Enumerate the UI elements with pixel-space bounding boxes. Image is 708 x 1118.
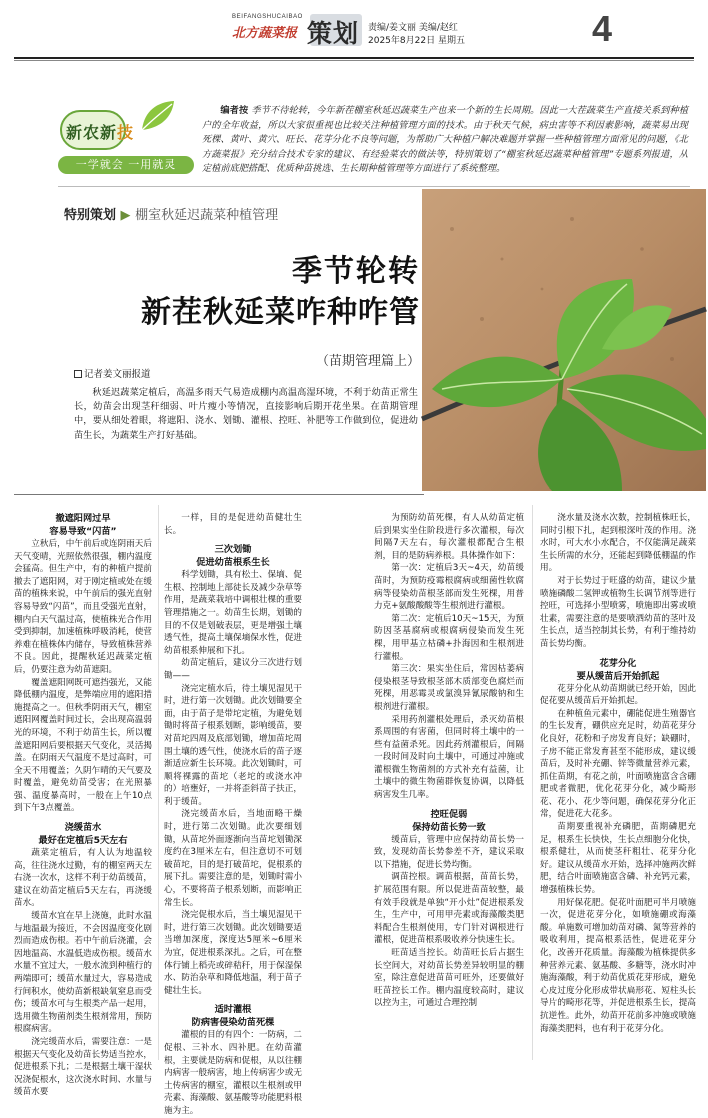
column-logo: [58, 98, 194, 178]
section-heading: 撤遮阳网过早: [55, 513, 111, 524]
body-paragraph: 苗期要重视补充磷肥，苗期磷肥充足，根系生长快快，生长点细胞分化快，根系健壮，从而使茎秆粗壮、花芽分化好。建议从缓苗水开始，选择冲施两次鲜肥，结合叶面喷施富含磷、补充钙元素，增强植株长势。: [540, 822, 696, 896]
body-paragraph: 花芽分化从幼苗期就已经开始，因此促花要从缓苗后开始抓起。: [540, 683, 696, 707]
editor-note: [202, 104, 688, 177]
body-paragraph: 第三次：果实坐住后，常因枯萎病侵染根茎导致根茎部木质部变色腐烂而死棵，用恶霉灵或氯溴异氰尿酸钠和生根剂进行灌根。: [374, 664, 524, 712]
body-paragraph: 立秋后，中午前后或连阴雨天后天气变晴，光照依然很强，棚内温度会猛高。但生产中，有的种植户提前撤去了遮阳网，对于刚定植或处在缓苗的植株来说，中午前后的强光直射容易导致“闪苗”，而且受强光直射，棚内白天气温过高，使植株光合作用受到抑制，加速植株呼吸消耗，使营养难在植株体内储存，导致植株营养不良。因此，提醒秋延迟蔬菜定植后，仍要注意为幼苗遮阳。: [14, 539, 152, 675]
body-paragraph: 对于长势过于旺盛的幼苗，建议少量喷施磷酸二氢钾或植物生长调节剂等进行控旺，可选择小型喷雾，喷施即出雾或喷壮素，需要注意的是要喷洒幼苗的茎叶及生长点，适当控制其长势，有利于维持幼苗长势均衡。: [540, 575, 696, 649]
leaf-icon: [138, 98, 178, 134]
body-paragraph: 第一次：定植后3天~4天，幼苗缓苗时，为预防疫霉根腐病或细菌性软腐病等侵染幼苗根茎部而发生死棵，用普力克+氨酸酸酸等生根剂进行灌根。: [374, 563, 524, 612]
body-paragraph: 采用药剂灌根处理后，杀灭幼苗根系周围的有害菌，但同时将土壤中的一些有益菌杀死。因此药剂灌根后，间隔一段时间及时向土壤中，可通过冲施或灌根微生物菌剂的方式补充有益菌，让土壤中的微生物菌群恢复协调，以降低病害发生几率。: [374, 714, 524, 801]
body-paragraph: 浇完定植水后，待土壤见湿见干时，进行第一次划锄。此次划锄要全面，由于苗子是带坨定植，为避免划锄时将苗子根系划断，影响缓苗，要对苗坨四周及底部划锄，增加苗坨周围土壤的透气性，使浇水后的苗子逐渐适应新生长环境。此次划锄时，可顺将裸露的苗坨（老坨的或浇水冲的）培壅好，一并将歪斜苗子扶正，利于缓苗。: [164, 683, 302, 807]
section-heading: 浇缓苗水: [64, 822, 102, 834]
masthead-rule: [14, 57, 694, 59]
headline-line-1: 季节轮转: [292, 254, 420, 289]
headline-line-2: 新茬秋延菜咋种咋管: [141, 295, 420, 330]
body-paragraph: 幼苗定植后，建议分三次进行划锄——: [164, 658, 302, 681]
date-line: 2025年8月22日 星期五: [368, 36, 465, 46]
special-plan-header: [64, 204, 278, 223]
body-paragraph: 科学划锄，具有松土、保墒、促生根、控制地上部徒长及减少杂草等作用，是蔬菜栽培中调根壮棵的重要管理措施之一。幼苗生长期，划锄的目的不仅是划破表层，更是增强土壤透气性，提高土壤保墒保水性，促进幼苗根系伸展和下扎。: [164, 570, 302, 656]
page-number: 4: [591, 8, 613, 49]
section-heading: 花芽分化: [599, 657, 637, 669]
logo-slogan: 一学就会 一用就灵: [58, 156, 194, 174]
article-column-3: [374, 512, 524, 1010]
editors-line: 责编/姜文丽 美编/赵红: [368, 23, 458, 33]
note-divider: [58, 186, 690, 187]
article-column-4: [540, 512, 696, 1035]
body-paragraph: 调苗控根。调苗根据，苗苗长势，扩展范围有限。所以促进苗苗较整，最有效手段就是单独“开小灶”促进根系发生，生产中，可用甲壳素或海藻酸类肥料配合生根剂使用，专门针对调根进行灌根，促进苗根系吸收养分快速生长。: [374, 872, 524, 946]
section-heading: 适时灌根: [214, 1004, 252, 1016]
section-heading: 要从缓苗后开始抓起: [576, 670, 660, 682]
special-plan-topic: 棚室秋延迟蔬菜种植管理: [135, 208, 279, 223]
body-paragraph: 一样，目的是促进幼苗健壮生长。: [164, 513, 302, 536]
lead-paragraph: 秋延迟蔬菜定植后，高温多雨天气易造成棚内高温高湿环境，不利于幼苗正常生长，幼苗会出现茎秆细弱、叶片瘦小等情况，直接影响后期开花坐果。在苗期管理中，要从细处着眼，将遮阳、浇水、划锄、灌根、控旺、补肥等工作做到位，促进幼苗生长，为蔬菜生产打好基础。: [74, 387, 418, 441]
body-paragraph: 缓苗水宜在早上浇施，此时水温与地温最为接近，不会因温度变化剧烈而造成伤根。若中午前后浇灌，会因地温高、水温低造成伤根。缓苗水水量不宜过大，一般水流到种植行的两端即可；缓苗水量过大，容易造成行间积水，使幼苗新根缺氧窒息而受伤；缓苗水可与生根类产品一起用，选用微生物菌剂类生根剂常用，预防根腐病害。: [14, 911, 152, 1035]
column-separator: [158, 505, 159, 1060]
logo-title: [66, 120, 134, 143]
body-paragraph: 覆盖遮阳网既可遮挡强光，又能降低棚内温度，是弊端应用的遮阳措施提高之一。但秋季阴雨天气，棚室遮阳网覆盖时间过长，会出现高温弱光的环境，不利于幼苗生长，所以覆盖遮阳网后要根据天气变化，灵活揭盖。在阴雨天气温度不是过高时，可全天不用覆盖；久阴乍晴的天气要及时覆盖，避免幼苗受害；在光照暴强、温度暴高时，一般在上午10点到下午3点覆盖。: [14, 677, 152, 814]
column-separator: [532, 505, 533, 1060]
body-paragraph: 在种植鱼元素中，硼能促进生殖器官的生长发育，硼供应充足时，幼苗花芽分化良好，花粉和子房发育良好；缺硼时，子房不能正常发育甚至不能形成，建议缓苗后，及时补充硼、锌等微量营养元素，抓住苗期，有花之前，叶面喷施富含含硼肥或者微肥，优化花芽分化，减少畸形花、花小、花少等问题，确保花芽分化正常，促进花大花多。: [540, 708, 696, 820]
headline: [20, 252, 420, 334]
logo-title-main: 新农新: [66, 123, 118, 142]
paper-name-en: BEIFANGSHUCAIBAO: [232, 14, 303, 20]
section-heading: 促进幼苗根系生长: [196, 557, 270, 569]
editor-note-text: 季节不待轮转，今年新茬棚室秋延迟蔬菜生产也来一个新的生长周期。因此一大茬蔬菜生产直接关系到种植户的全年收益，所以大家很重视也比较关注种植管理方面的技术。由于秋天气候，病虫害等不利因素影响，蔬菜易出现死棵、黄叶、黄穴、旺长、花芽分化不良等问题，为帮助广大种植户解决难题并掌握一些种植管理方面常见的问题，《北方蔬菜报》充分结合技术专家的建议、有经验菜农的做法等，特别策划了“棚室秋延迟蔬菜种植管理”专题系列报道，从定植前底肥搭配、优质种苗挑选、生长期种植管理等方面进行了系统整理。: [202, 105, 689, 174]
body-paragraph: 浇完缓苗水后，需要注意：一是根据天气变化及幼苗长势适当控水，促进根系下扎；二是根据土壤干湿状况浇促根水，这次浇水时间、水量与缓苗水要: [14, 1036, 152, 1098]
article-column-1: [14, 512, 152, 1099]
body-paragraph: 灌根的目的有四个：一防病，二促根、三补水、四补肥。在幼苗灌根，主要就是防病和促根，从以往棚内病害一般病害，地上传病害少或无土传病害的棚室，灌根以生根剂或甲壳素、海藻酸、氨基酸等功能肥料根施为主。: [164, 1030, 302, 1116]
section-heading: 容易导致“闪苗”: [49, 526, 117, 537]
body-paragraph: 缓苗后，管理中应保持幼苗长势一致，发现幼苗长势参差不齐，建议采取以下措施，促进长势均衡。: [374, 834, 524, 870]
byline: [74, 366, 151, 380]
body-paragraph: 旺苗适当控长。幼苗旺长后占据生长空间大，对幼苗长势差异较明显的棚室，除注意促进苗苗可旺外，还要做好旺苗控长工作。棚内温度较高时，建议以控为主，可通过合理控制: [374, 948, 524, 1009]
body-rule: [14, 494, 424, 495]
body-paragraph: 第二次：定植后10天~15天，为预防因茎基腐病或根腐病侵染而发生死棵，用甲基立枯磷+扑海因和生根剂进行灌根。: [374, 613, 524, 662]
byline-box-icon: [74, 370, 82, 378]
body-paragraph: 浇完缓苗水后，当地面略干燥时，进行第二次划锄。此次要细划锄，从苗坨外面逐渐向当苗坨划锄深度约在3厘米左右，但注意切不可划破苗坨，目的是打破苗坨，促根系的展下扎。需要注意的是，划锄时需小心，不要将苗子根系划断，而影响正常生长。: [164, 809, 302, 908]
masthead-rule-thin: [14, 60, 694, 61]
section-heading: 防病害侵染幼苗死棵: [191, 1017, 275, 1029]
editor-note-label: 编者按: [220, 105, 249, 116]
special-plan-label: 特别策划: [64, 208, 117, 223]
section-title: 策划: [307, 19, 360, 48]
body-paragraph: 浇完促根水后，当土壤见湿见干时，进行第三次划锄。此次划锄要适当增加深度，深度达5厘米~6厘米为宜，促进根系深扎。之后，可在整体行铺上稻壳或碎秸秆，用于保湿保水、防治杂草和降低地温，利于苗子健壮生长。: [164, 910, 302, 996]
article-column-2: [164, 512, 302, 1118]
byline-text: 记者姜文丽报道: [84, 369, 151, 380]
logo-title-accent: 技: [117, 123, 135, 142]
section-heading: 最好在定植后5天左右: [38, 835, 128, 847]
subheadline: （苗期管理篇上）: [315, 354, 420, 369]
arrow-icon: ▶: [120, 208, 131, 223]
body-paragraph: 浇水量及浇水次数，控制植株旺长，同时引根下扎，起到根深叶茂的作用。浇水时，可大水小水配合，不仅能满足蔬菜生长所需的水分，还能起到降低棚温的作用。: [540, 513, 696, 574]
seedling-photo: [422, 189, 706, 491]
paper-name-cn: 北方蔬菜报: [232, 26, 298, 41]
body-paragraph: 用好保花肥。促花叶面肥可半月喷施一次，促进花芽分化，如喷施硼或海藻酸。单施数可增加幼苗对磷、氮等营养的吸收利用，提高根系活性，促进花芽分化，改善开花质量。海藻酸为植株提供多种营养元素、氨基酸、多糖等，浇水时冲施海藻酸，利于幼苗优质花芽形成，避免心皮过度分化形成带状扁形花、短柱头长导片的畸形花等，并促进根系生长，提高抗逆性。此外，幼苗开花前多冲施或喷施海藻类肥料，也有利于花芽分化。: [540, 897, 696, 1034]
section-heading: 保持幼苗长势一致: [412, 821, 486, 833]
body-paragraph: 为预防幼苗死棵，有人从幼苗定植后到果实坐住阶段进行多次灌根，每次间隔7天左右，每次灌根都配合生根剂，目的是防病养根。具体操作如下：: [374, 513, 524, 561]
section-heading: 控旺促弱: [430, 808, 468, 820]
body-paragraph: 蔬菜定植后，有人认为地温较高，往往浇水过勤，有的棚室两天左右浇一次水，这样不利于幼苗缓苗，建议在幼苗定植后5天左右，再浇缓苗水。: [14, 848, 152, 909]
section-heading: 三次划锄: [214, 544, 252, 556]
